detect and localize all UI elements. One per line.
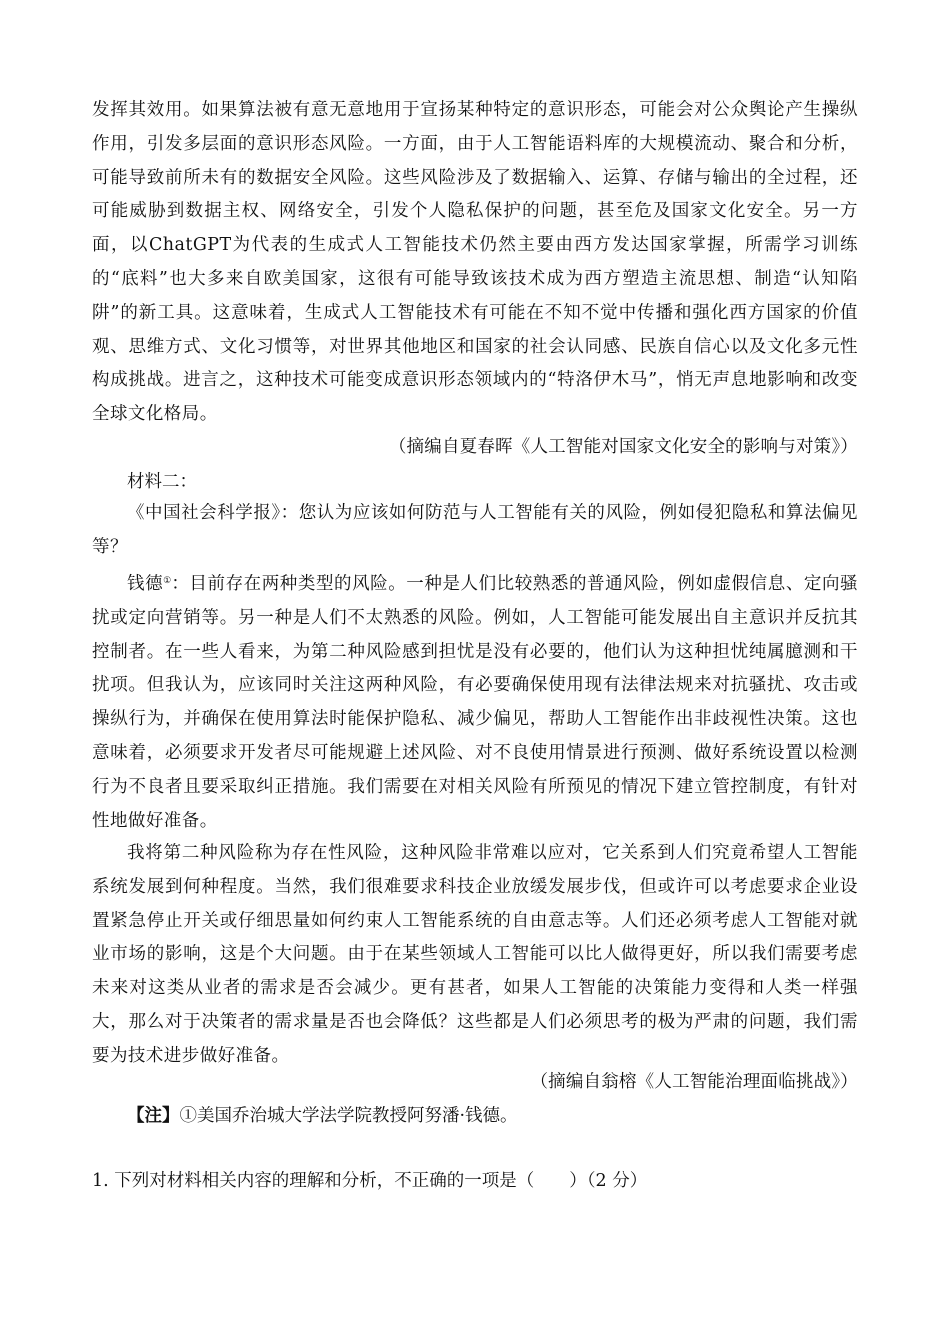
footnote-marker: ① <box>163 576 172 586</box>
footnote-line <box>127 1099 518 1133</box>
answer-text-1: ：目前存在两种类型的风险。一种是人们比较熟悉的普通风险，例如虚假信息、定向骚扰或定向营销等。另一种是人们不太熟悉的风险。例如，人工智能可能发展出自主意识并反抗其控制者。在一些人看来，为第二种风险感到担忧是没有必要的，他们认为这种担忧纯属臆测和干扰项。但我认为，应该同时关注这两种风险，有必要确保使用现有法律法规来对抗骚扰、攻击或操纵行为，并确保在使用算法时能保护隐私、减少偏见，帮助人工智能作出非歧视性决策。这也意味着，必须要求开发者尽可能规避上述风险、对不良使用情景进行预测、做好系统设置以检测行为不良者且要采取纠正措施。我们需要在对相关风险有所预见的情况下建立管控制度，有针对性地做好准备。 <box>92 574 858 831</box>
note-label: 【注】 <box>127 1106 180 1126</box>
material-one-paragraph: 发挥其效用。如果算法被有意无意地用于宣扬某种特定的意识形态，可能会对公众舆论产生操纵作用，引发多层面的意识形态风险。一方面，由于人工智能语料库的大规模流动、聚合和分析，可能导致前所未有的数据安全风险。这些风险涉及了数据输入、运算、存储与输出的全过程，还可能威胁到数据主权、网络安全，引发个人隐私保护的问题，甚至危及国家文化安全。另一方面，以ChatGPT为代表的生成式人工智能技术仍然主要由西方发达国家掌握，所需学习训练的“底料”也大多来自欧美国家，这很有可能导致该技术成为西方塑造主流思想、制造“认知陷阱”的新工具。这意味着，生成式人工智能技术有可能在不知不觉中传播和强化西方国家的价值观、思维方式、文化习惯等，对世界其他地区和国家的社会认同感、民族自信心以及文化多元性构成挑战。进言之，这种技术可能变成意识形态领域内的“特洛伊木马”，悄无声息地影响和改变全球文化格局。 <box>92 100 858 425</box>
material-two-heading: 材料二： <box>127 472 197 492</box>
interview-question-paragraph: 《中国社会科学报》：您认为应该如何防范与人工智能有关的风险，例如侵犯隐私和算法偏见等？ <box>92 503 858 557</box>
material-one-source: （摘编自夏春晖《人工智能对国家文化安全的影响与对策》） <box>388 437 858 457</box>
material-two-source: （摘编自翁榕《人工智能治理面临挑战》） <box>530 1072 858 1092</box>
interview-answer-paragraph-1 <box>92 565 858 838</box>
note-text: ①美国乔治城大学法学院教授阿努潘·钱德。 <box>179 1106 518 1126</box>
interview-answer-paragraph-2: 我将第二种风险称为存在性风险，这种风险非常难以应对，它关系到人们究竟希望人工智能系统发展到何种程度。当然，我们很难要求科技企业放缓发展步伐，但或许可以考虑要求企业设置紧急停止开关或仔细思量如何约束人工智能系统的自由意志等。人们还必须考虑人工智能对就业市场的影响，这是个大问题。由于在某些领域人工智能可以比人做得更好，所以我们需要考虑未来对这类从业者的需求是否会减少。更有甚者，如果人工智能的决策能力变得和人类一样强大，那么对于决策者的需求量是否也会降低？这些都是人们必须思考的极为严肃的问题，我们需要为技术进步做好准备。 <box>92 843 858 1066</box>
speaker-name: 钱德 <box>127 574 164 594</box>
question-one-stem: 1. 下列对材料相关内容的理解和分析，不正确的一项是（ ）（2 分） <box>92 1171 648 1191</box>
